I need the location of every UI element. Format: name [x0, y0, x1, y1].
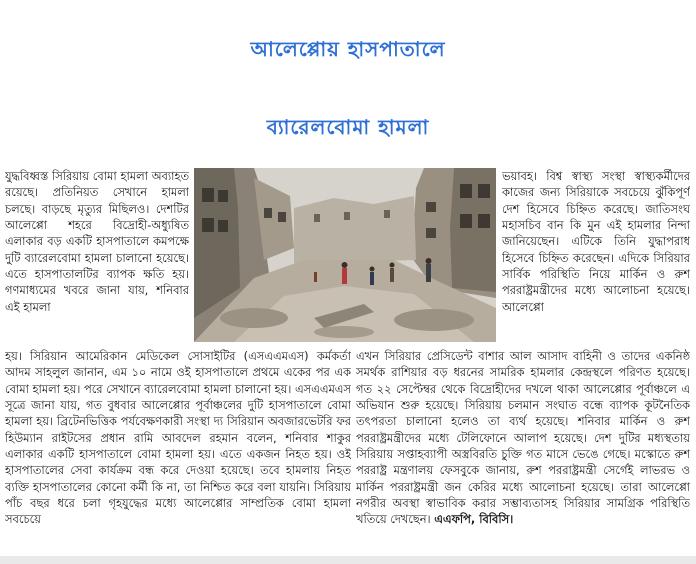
article-bottom-right-text: এখন সিরিয়ার প্রেসিডেন্ট বাশার আল আসাদ বাহিনী ও তাদের একনিষ্ঠ সমর্থক রাশিয়ার বড় ধরনের সামরিক হামলার কেন্দ্রস্থলে পরিণত হয়েছে। গত ২২ সেপ্টেম্বর থেকে বিদ্রোহীদের দখলে থাকা আলেপ্পোর পূর্বাঞ্চলে এ অভিযান শুরু হয়েছে। সিরিয়ায় চলমান সংঘাত বন্ধে ব্যাপক কূটনৈতিক তৎপরতা চালানো হলেও তা ব্যর্থ হয়েছে। শনিবার মার্কিন ও রুশ পররাষ্ট্রমন্ত্রীদের মধ্যে টেলিফোনে আলাপ হয়েছে। দেশ দুটির মধ্যস্থতায় সিরিয়ায় সপ্তাহব্যাপী অস্ত্রবিরতি চুক্তি গত মাসে ভেঙে গেছে। মস্কোতে রুশ পররাষ্ট্র মন্ত্রণালয় ফেসবুকে জানায়, রুশ পররাষ্ট্রমন্ত্রী সের্গেই লাভরভ ও মার্কিন পররাষ্ট্রমন্ত্রী জন কেরির মধ্যে আলোচনা হয়েছে। তারা আলেপ্পো নগরীর অবস্থা স্বাভাবিক করার সম্ভাব্যতাসহ সিরিয়ার সামগ্রিক পরিস্থিতি খতিয়ে দেখছেন। — [356, 349, 690, 527]
headline-line-1: আলেপ্পোয় হাসপাতালে — [250, 37, 446, 61]
article-left-column: যুদ্ধবিধ্বস্ত সিরিয়ায় বোমা হামলা অব্যাহত রয়েছে। প্রতিনিয়ত সেখানে হামলা চলছে। বাড়ছে মৃত্যুর মিছিলও। দেশটির আলেপ্পো শহরে বিদ্রোহী-অধ্যুষিত এলাকার বড় একটি হাসপাতালে কমপক্ষে দুটি ব্যারেলবোমা হামলা চালানো হয়েছে। এতে হাসপাতালটির ব্যাপক ক্ষতি হয়। গণমাধ্যমের খবরে জানা যায়, শনিবার এই হামলা — [5, 169, 189, 314]
article-right-column: ভয়াবহ। বিশ্ব স্বাস্থ্য সংস্থা স্বাস্থ্যকর্মীদের কাজের জন্য সিরিয়াকে সবচেয়ে ঝুঁকিপূর্ণ দেশ হিসেবে চিহ্নিত করেছে। জাতিসংঘ মহাসচিব বান কি মুন এই হামলার নিন্দা জানিয়েছেন। এটিকে তিনি যুদ্ধাপরাধ হিসেবে চিহ্নিত করেছেন। এদিকে সিরিয়ার সার্বিক পরিস্থিতি নিয়ে মার্কিন ও রুশ পররাষ্ট্রমন্ত্রীদের মধ্যে আলোচনা হয়েছে। আলেপ্পো — [502, 169, 690, 314]
article-bottom-left-column: হয়। সিরিয়ান আমেরিকান মেডিকেল সোসাইটির (এসএএমএস) কর্মকর্তা আদম সাহলুল জানান, এম ১০ নামে ওই হাসপাতালে প্রথমে একের পর এক বোমা হামলা হয়। পরে সেখানে ব্যারেলবোমা হামলা চালানো হয়। এসএএমএস সূত্রে জানা যায়, গত বুধবার আলেপ্পোর পূর্বাঞ্চলের দুটি হাসপাতালে বোমা হামলা হয়। ব্রিটেনভিত্তিক পর্যবেক্ষণকারী সংস্থা দ্য সিরিয়ান অবজারভেটরি ফর হিউম্যান রাইটসের প্রধান রামি আবদেল রহমান বলেন, শনিবার শাকুর এলাকার একটি হাসপাতালে বোমা হামলা হয়। এতে একজন নিহত হয়। ওই হাসপাতালের সেবা কার্যক্রম বন্ধ করে দেওয়া হয়েছে। তবে হামলায় নিহত ব্যক্তি হাসপাতালের কোনো কর্মী কি না, তা নিশ্চিত করে বলা যায়নি। সিরিয়ায় পাঁচ বছর ধরে চলা গৃহযুদ্ধের মধ্যে আলেপ্পোর সাম্প্রতিক বোমা হামলা সবচেয়ে — [5, 349, 351, 527]
article-bottom-right-column — [356, 348, 690, 558]
street-photo-illustration — [194, 168, 496, 342]
headline-line-2: ব্যারেলবোমা হামলা — [266, 115, 430, 139]
photo-destroyed-street — [194, 168, 496, 342]
article-byline: এএফপি, বিবিসি। — [434, 512, 514, 527]
page-bottom-strip — [0, 556, 696, 564]
